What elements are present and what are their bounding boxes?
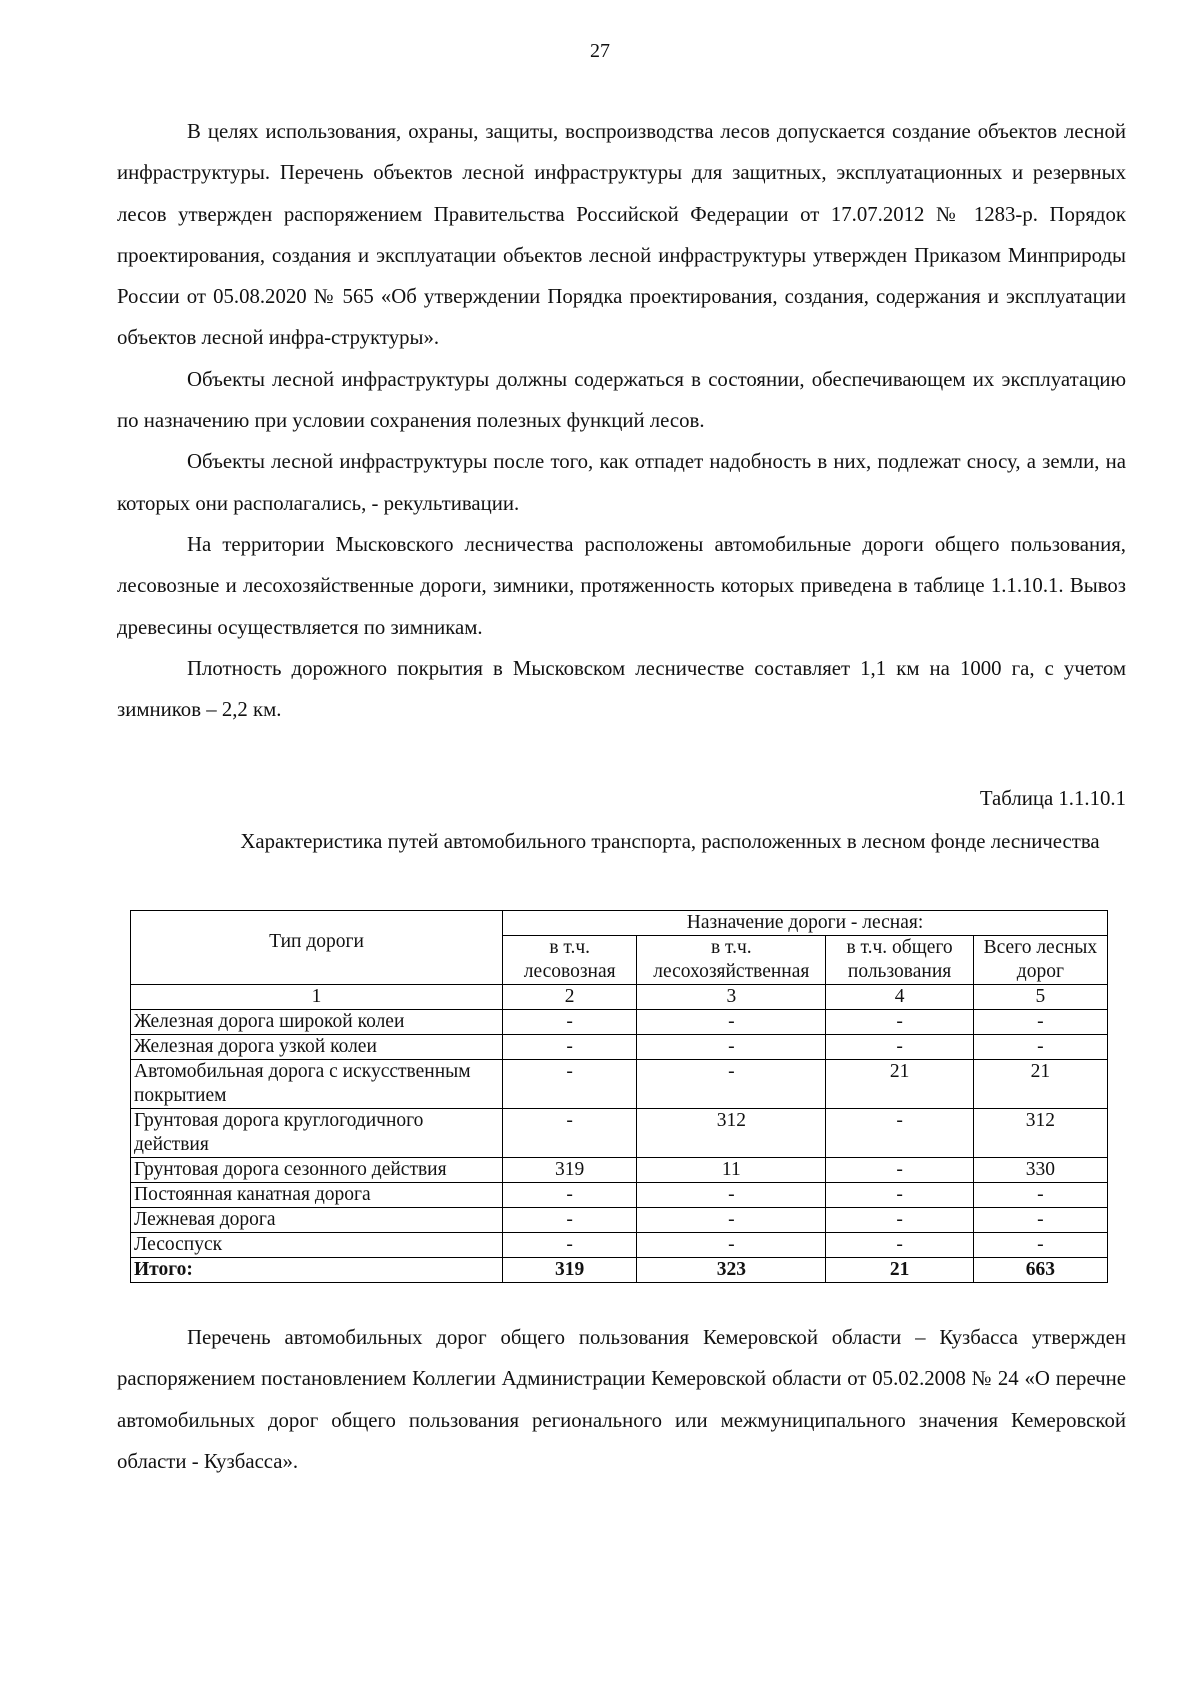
road-type-cell: Железная дорога узкой колеи: [131, 1035, 503, 1060]
paragraph-demolition: Объекты лесной инфраструктуры после того, как отпадет надобность в них, подлежат сносу, а земли, на которых они располагались, - рекультивации.: [117, 450, 1126, 515]
value-cell: -: [637, 1233, 826, 1258]
road-type-cell: Постоянная канатная дорога: [131, 1183, 503, 1208]
body-text-after-table: [117, 1317, 1126, 1482]
value-cell: -: [973, 1233, 1107, 1258]
body-text-before-table: [117, 111, 1126, 730]
value-cell: -: [826, 1233, 973, 1258]
table-row: [131, 1208, 1108, 1233]
value-cell: -: [826, 1208, 973, 1233]
table-row: [131, 1183, 1108, 1208]
header-total-forest-roads: Всего лесных дорог: [973, 936, 1107, 985]
value-cell: 312: [637, 1109, 826, 1158]
table-row: [131, 1010, 1108, 1035]
column-numbers-row: [131, 985, 1108, 1010]
table-total-row: [131, 1258, 1108, 1283]
value-cell: -: [826, 1010, 973, 1035]
value-cell: -: [973, 1010, 1107, 1035]
paragraph-maintenance: Объекты лесной инфраструктуры должны содержаться в состоянии, обеспечивающем их эксплуатацию по назначению при условии сохранения полезных функций лесов.: [117, 367, 1126, 433]
value-cell: -: [826, 1158, 973, 1183]
table-row: [131, 1109, 1108, 1158]
column-number: 2: [503, 985, 637, 1010]
table-row: [131, 1060, 1108, 1109]
header-road-type: Тип дороги: [131, 911, 503, 985]
table-header-row: [131, 911, 1108, 936]
value-cell: 330: [973, 1158, 1107, 1183]
value-cell: -: [503, 1109, 637, 1158]
table-number: Таблица 1.1.10.1: [979, 787, 1126, 810]
value-cell: 319: [503, 1158, 637, 1183]
road-type-cell: Грунтовая дорога сезонного действия: [131, 1158, 503, 1183]
road-type-cell: Железная дорога широкой колеи: [131, 1010, 503, 1035]
value-cell: -: [637, 1010, 826, 1035]
total-value: 319: [503, 1258, 637, 1283]
roads-table: [130, 910, 1108, 1283]
header-public: в т.ч. общего пользования: [826, 936, 973, 985]
value-cell: 21: [826, 1060, 973, 1109]
total-value: 663: [973, 1258, 1107, 1283]
value-cell: -: [503, 1233, 637, 1258]
value-cell: -: [503, 1208, 637, 1233]
value-cell: 312: [973, 1109, 1107, 1158]
total-label: Итого:: [131, 1258, 503, 1283]
table-caption: Характеристика путей автомобильного транспорта, расположенных в лесном фонде лесничества: [240, 830, 1100, 853]
value-cell: 21: [973, 1060, 1107, 1109]
value-cell: -: [973, 1183, 1107, 1208]
column-number: 5: [973, 985, 1107, 1010]
column-number: 1: [131, 985, 503, 1010]
header-logging: в т.ч. лесовозная: [503, 936, 637, 985]
road-type-cell: Лежневая дорога: [131, 1208, 503, 1233]
column-number: 3: [637, 985, 826, 1010]
value-cell: -: [826, 1183, 973, 1208]
value-cell: -: [637, 1060, 826, 1109]
value-cell: -: [826, 1109, 973, 1158]
value-cell: -: [637, 1035, 826, 1060]
total-value: 21: [826, 1258, 973, 1283]
road-type-cell: Грунтовая дорога круглогодичного действия: [131, 1109, 503, 1158]
value-cell: -: [503, 1035, 637, 1060]
page-number: 27: [590, 40, 610, 62]
value-cell: -: [503, 1183, 637, 1208]
value-cell: -: [503, 1060, 637, 1109]
value-cell: -: [973, 1208, 1107, 1233]
paragraph-roads: На территории Мысковского лесничества расположены автомобильные дороги общего пользования, лесовозные и лесохозяйственные дороги, зимники, протяженность которых приведена в таблице 1.1.10.1. Вывоз древесины осуществляется по зимникам.: [117, 532, 1126, 639]
road-type-cell: Автомобильная дорога с искусственным покрытием: [131, 1060, 503, 1109]
total-value: 323: [637, 1258, 826, 1283]
table-row: [131, 1158, 1108, 1183]
value-cell: 11: [637, 1158, 826, 1183]
value-cell: -: [637, 1208, 826, 1233]
table-row: [131, 1035, 1108, 1060]
table-row: [131, 1233, 1108, 1258]
column-number: 4: [826, 985, 973, 1010]
paragraph-infrastructure: В целях использования, охраны, защиты, воспроизводства лесов допускается создание объектов лесной инфраструктуры. Перечень объектов лесной инфраструктуры для защитных, эксплуатационных и резервных лесов утвержден распоряжением Правительства Российской Федерации от 17.07.2012 № 1283-р. Порядок проектирования, создания и эксплуатации объектов лесной инфраструктуры утвержден Приказом Минприроды России от 05.08.2020 № 565 «Об утверждении Порядка проектирования, создания, содержания и эксплуатации объектов лесной инфра-структуры».: [117, 120, 1126, 350]
header-forestry: в т.ч. лесохозяйственная: [637, 936, 826, 985]
road-type-cell: Лесоспуск: [131, 1233, 503, 1258]
value-cell: -: [503, 1010, 637, 1035]
header-purpose-group: Назначение дороги - лесная:: [503, 911, 1108, 936]
paragraph-density: Плотность дорожного покрытия в Мысковском лесничестве составляет 1,1 км на 1000 га, с учетом зимников – 2,2 км.: [117, 656, 1126, 722]
value-cell: -: [637, 1183, 826, 1208]
value-cell: -: [826, 1035, 973, 1060]
paragraph-public-roads-list: Перечень автомобильных дорог общего пользования Кемеровской области – Кузбасса утвержден распоряжением постановлением Коллегии Администрации Кемеровской области от 05.02.2008 № 24 «О перечне автомобильных дорог общего пользования регионального или межмуниципального значения Кемеровской области - Кузбасса».: [117, 1326, 1126, 1473]
value-cell: -: [973, 1035, 1107, 1060]
